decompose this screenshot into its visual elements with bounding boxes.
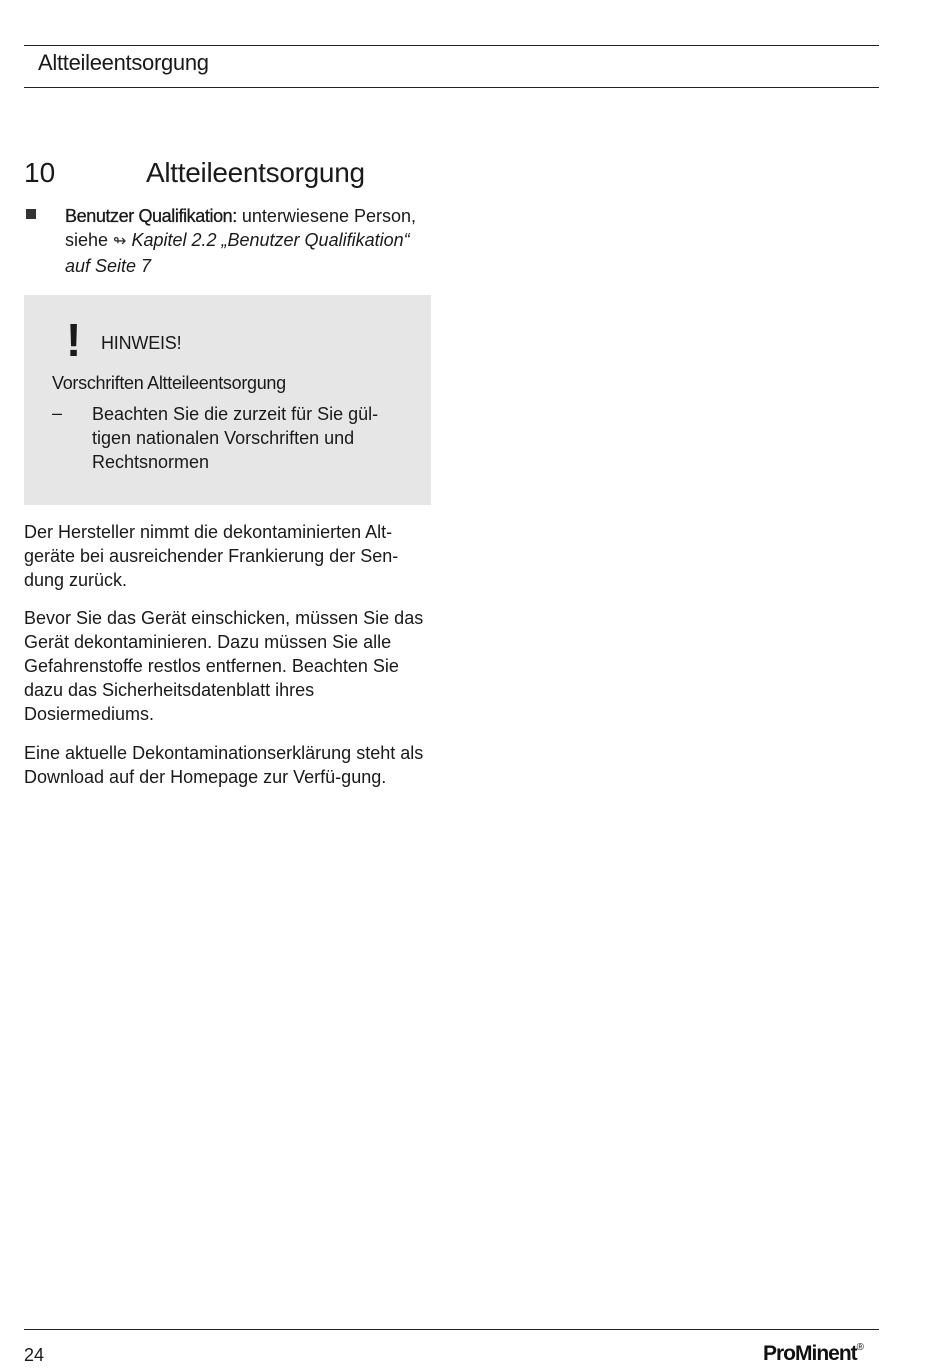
- header-top-rule: [24, 45, 879, 46]
- running-header-title: Altteileentsorgung: [38, 50, 209, 75]
- paragraph-download: Eine aktuelle Dekontaminationserklärung steht als Download auf der Homepage zur Verfü-gung.: [24, 743, 424, 787]
- reference-arrow-icon: ↬: [113, 233, 127, 250]
- chapter-number: 10: [24, 157, 56, 188]
- chapter-reference-link[interactable]: Kapitel 2.2 „Benutzer Qualifikation“ auf Seite 7: [65, 230, 410, 276]
- square-bullet-icon: [26, 209, 36, 219]
- paragraph-return: Der Hersteller nimmt die dekontaminierten Alt-geräte bei ausreichender Frankierung der Sen-dung zurück.: [24, 522, 399, 590]
- notice-signal-word: HINWEIS!: [101, 333, 182, 353]
- brand-logo: [763, 1342, 864, 1366]
- brand-logo-text: ProMinent: [763, 1342, 857, 1365]
- qualification-label: Benutzer Qualifikation:: [65, 206, 237, 226]
- header-bottom-rule: [24, 87, 879, 88]
- qualification-body: unterwiesene Person, siehe: [65, 206, 417, 250]
- paragraph-decontaminate: Bevor Sie das Gerät einschicken, müssen Sie das Gerät dekontaminieren. Dazu müssen Sie alle Gefahrenstoffe restlos entfernen. Beachten Sie dazu das Sicherheitsdatenblatt ihres Dosiermediums.: [24, 608, 424, 724]
- notice-heading: Vorschriften Altteileentsorgung: [52, 373, 286, 393]
- footer-rule: [24, 1329, 879, 1330]
- qualification-text: [65, 204, 435, 278]
- exclamation-icon: !: [66, 314, 82, 366]
- notice-dash: –: [52, 403, 63, 423]
- chapter-title: Altteileentsorgung: [146, 157, 365, 188]
- registered-mark: ®: [856, 1342, 865, 1353]
- notice-box: [24, 295, 431, 505]
- page-number: 24: [24, 1345, 45, 1365]
- notice-item: Beachten Sie die zurzeit für Sie gül-tigen nationalen Vorschriften und Rechtsnormen: [92, 404, 379, 472]
